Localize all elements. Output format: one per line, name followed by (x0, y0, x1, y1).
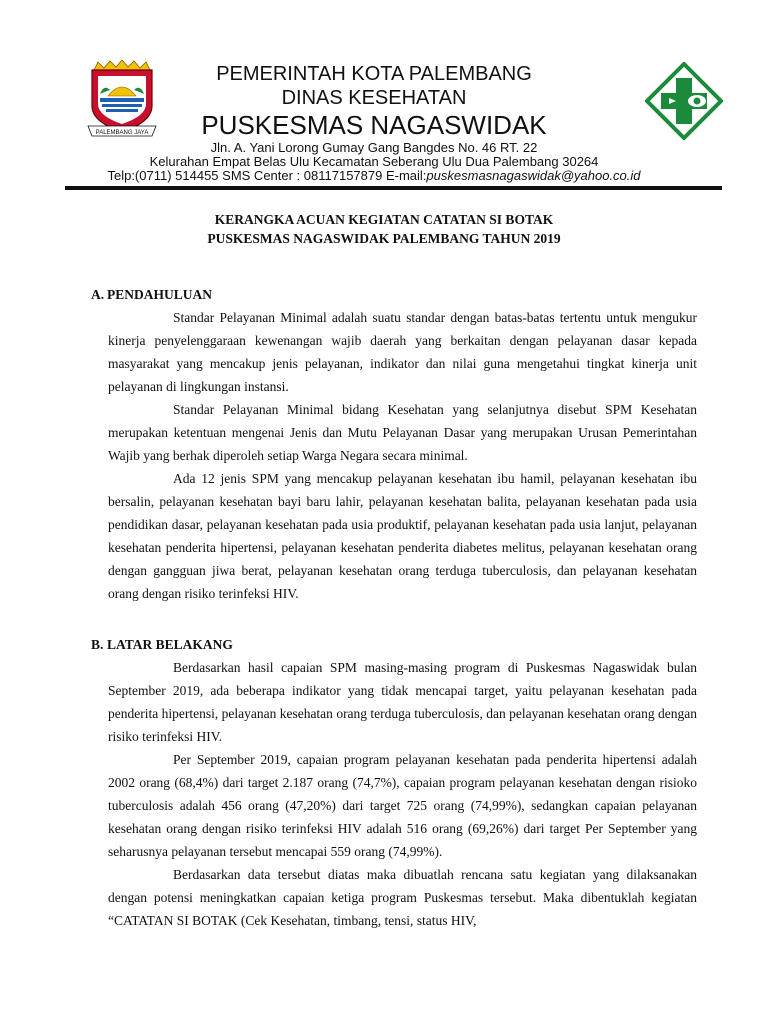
letterhead-government: PEMERINTAH KOTA PALEMBANG (216, 63, 532, 85)
letterhead-address: Jln. A. Yani Lorong Gumay Gang Bangdes No. 46 RT. 22 (210, 140, 538, 155)
letterhead-institution: PUSKESMAS NAGASWIDAK (201, 110, 547, 140)
section-a-number: A. (91, 287, 105, 302)
section-b-number: B. (91, 637, 104, 652)
paragraph: Berdasarkan hasil capaian SPM masing-masing program di Puskesmas Nagaswidak bulan September 2019, ada beberapa indikator yang tidak mencapai target, yaitu pelayanan kesehatan pada penderita hipertensi, pelayanan kesehatan orang terduga tuberculosis, dan pelayanan kesehatan orang dengan risiko terinfeksi HIV. (108, 660, 697, 744)
paragraph: Berdasarkan data tersebut diatas maka dibuatlah rencana satu kegiatan yang dilaksanakan dengan potensi meningkatkan capaian ketiga program Puskesmas tersebut. Maka dibentuklah kegiatan “CATATAN SI BOTAK (Cek Kesehatan, timbang, tensi, status HIV, (108, 867, 697, 928)
letterhead-contact (0, 168, 758, 183)
section-b-heading (91, 637, 233, 653)
section-b-body (108, 656, 697, 932)
emblem-ribbon-text: PALEMBANG JAYA (95, 130, 149, 136)
document-title-line2: PUSKESMAS NAGASWIDAK PALEMBANG TAHUN 2019 (207, 231, 561, 246)
section-b-title: LATAR BELAKANG (107, 637, 233, 652)
section-a-title: PENDAHULUAN (107, 287, 213, 302)
document-title-line1: KERANGKA ACUAN KEGIATAN CATATAN SI BOTAK (214, 212, 554, 227)
section-a-heading (91, 287, 212, 303)
paragraph: Ada 12 jenis SPM yang mencakup pelayanan kesehatan ibu hamil, pelayanan kesehatan ibu bersalin, pelayanan kesehatan bayi baru lahir, pelayanan kesehatan balita, pelayanan kesehatan pada usia pendidikan dasar, pelayanan kesehatan pada usia produktif, pelayanan kesehatan pada usia lanjut, pelayanan kesehatan penderita hipertensi, pelayanan kesehatan penderita diabetes melitus, pelayanan kesehatan orang dengan gangguan jiwa berat, pelayanan kesehatan orang terduga tuberculosis, dan pelayanan kesehatan orang dengan risiko terinfeksi HIV. (108, 471, 697, 601)
section-a-body (108, 306, 697, 605)
letterhead-district: Kelurahan Empat Belas Ulu Kecamatan Seberang Ulu Dua Palembang 30264 (149, 154, 599, 169)
contact-email: puskesmasnagaswidak@yahoo.co.id (426, 168, 641, 183)
paragraph: Standar Pelayanan Minimal bidang Kesehatan yang selanjutnya disebut SPM Kesehatan merupakan ketentuan mengenai Jenis dan Mutu Pelayanan Dasar yang merupakan Urusan Pemerintahan Wajib yang berhak diperoleh setiap Warga Negara secara minimal. (108, 402, 697, 463)
contact-phone-text: Telp:(0711) 514455 SMS Center : 08117157879 E-mail: (107, 168, 427, 183)
letterhead-department: DINAS KESEHATAN (281, 87, 467, 109)
paragraph: Per September 2019, capaian program pelayanan kesehatan pada penderita hipertensi adalah 2002 orang (68,4%) dari target 2.187 orang (74,7%), capaian program pelayanan kesehatan dengan risioko tuberculosis adalah 456 orang (47,20%) dari target 725 orang (74,99%), sedangkan capaian pelayanan kesehatan orang dengan risiko terinfeksi HIV adalah 516 orang (69,26%) dari target Per September yang seharusnya pelayanan tersebut mencapai 559 orang (74,99%). (108, 752, 697, 859)
paragraph: Standar Pelayanan Minimal adalah suatu standar dengan batas-batas tertentu untuk mengukur kinerja penyelenggaraan kewenangan wajib daerah yang berkaitan dengan pelayanan dasar kepada masyarakat yang mencakup jenis pelayanan, indikator dan nilai guna mengetahui tingkat kinerja unit pelayanan di lingkungan instansi. (108, 310, 697, 394)
letterhead-divider (65, 186, 722, 190)
